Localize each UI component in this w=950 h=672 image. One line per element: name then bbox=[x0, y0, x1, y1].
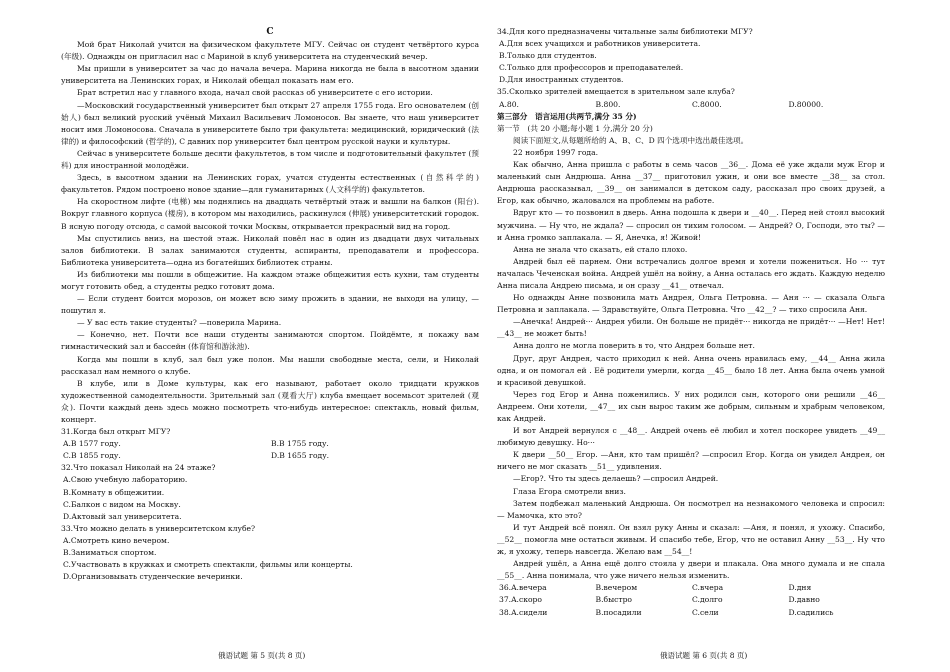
question-35: 35.Сколько зрителей вмещается в зрительном зале клуба? bbox=[497, 87, 735, 97]
option-31b: B.В 1755 году. bbox=[271, 439, 329, 449]
paragraph: Мой брат Николай учится на физическом факультете МГУ. Сейчас он студент четвёртого курса (年级). Однажды он пригласил нас с Мариной в клуб университета на студенческий вечер. bbox=[61, 40, 479, 62]
paragraph: —Московский государственный университет был открыт 27 апреля 1755 года. Его основателем (创始人) был великий русский учёный Михаил Васильевич Ломоносов. Вы знаете, что наш университет носит имя Ломоносова. Сначала в университете было три факультета: медицинский, юридический (法律的) и философский (哲学的), С давних пор университет был центром русской науки и культуры. bbox=[61, 100, 479, 146]
option-35a: A.80. bbox=[499, 99, 519, 109]
passage-paragraph: Анна не знала что сказать, ей стало плохо. bbox=[513, 244, 688, 254]
paragraph: Мы пришли в университет за час до начала вечера. Марина никогда не была в высотном здании университета на Ленинских горах, и Николай обещал показать нам его. bbox=[61, 64, 479, 86]
right-column bbox=[497, 26, 885, 619]
paragraph: — Конечно, нет. Почти все наши студенты занимаются спортом. Пойдёмте, я покажу вам гимнастический зал и бассейн (体育馆和游泳池). bbox=[61, 330, 479, 352]
section-subtitle: 第一节 (共 20 小题;每小题 1 分,满分 20 分) bbox=[497, 123, 653, 133]
option-37a: 37.A.скоро bbox=[499, 595, 542, 605]
option-36a: 36.A.вечера bbox=[499, 583, 547, 593]
section-heading: C bbox=[266, 27, 274, 37]
options-37 bbox=[497, 594, 885, 606]
paragraph: Сейчас в университете больше десяти факультетов, в том числе и подготовительный факультет (预科) для иностранной молодёжи. bbox=[61, 148, 479, 171]
passage-paragraph: Как обычно, Анна пришла с работы в семь часов __36__. Дома её уже ждали муж Егор и маленький сын Андрюша. Анна __37__ приготовил ужин, и они все вместе __38__ за стол. Андрюша рассказывал, __39__ он занимался в детском саду, рассказал про своих друзей, а Егор, как обычно, жаловался на проблемы на работе. bbox=[497, 160, 885, 206]
passage-paragraph: И вот Андрей вернулся с __48__. Андрей очень её любил и хотел поскорее увидеть __49__ любимую девушку. Но··· bbox=[497, 426, 885, 448]
paragraph: Здесь, в высотном здании на Ленинских горах, учатся студенты естественных (自然科学的) факультетов. Рядом построено новое здание—для гуманитарных (人文科学的) факультетов. bbox=[61, 173, 479, 195]
option-36c: C.вчера bbox=[692, 583, 724, 593]
option-33c: C.Участвовать в кружках и смотреть спектакли, фильмы или концерты. bbox=[63, 560, 353, 570]
page-footer-left: 俄语试题 第 5 页(共 8 页) bbox=[218, 651, 306, 660]
passage-paragraph: Андрей был её парнем. Они встречались долгое время и хотели пожениться. Но ··· тут началась Чеченская война. Андрей ушёл на войну, а Анна осталась его ждать. Каждую неделю Анна писала Андрею письма, и он сразу __41__ отвечал. bbox=[497, 256, 885, 290]
passage-paragraph: —Егор?. Что ты здесь делаешь? —спросил Андрей. bbox=[513, 474, 719, 484]
options-38 bbox=[497, 607, 885, 619]
option-37b: B.быстро bbox=[595, 595, 632, 605]
option-33b: B.Заниматься спортом. bbox=[63, 548, 157, 558]
passage-paragraph: Но однажды Анне позвонила мать Андрея, Ольга Петровна. — Аня ··· — сказала Ольга Петровна и заплакала. — Здравствуйте, Ольга Петровна. Что __42__? — тихо спросила Аня. bbox=[497, 293, 885, 315]
option-33d: D.Организовывать студенческие вечеринки. bbox=[63, 572, 243, 582]
passage-paragraph: Друг, друг Андрея, часто приходил к ней. Анна очень нравилась ему, __44__ Анна жила одна, и он помогал ей . Её родители умерли, когда __45__ было 18 лет. Анна была очень умной и красивой девушкой. bbox=[497, 353, 885, 387]
option-34a: A.Для всех учащихся и работников университета. bbox=[499, 39, 701, 49]
passage-paragraph: Глаза Егора смотрели вниз. bbox=[513, 486, 626, 496]
options-35 bbox=[497, 99, 885, 111]
paragraph: Брат встретил нас у главного входа, начал свой рассказ об университете с его истории. bbox=[77, 88, 433, 98]
section-title: 第三部分 语言运用(共两节,满分 35 分) bbox=[497, 111, 637, 121]
option-32b: B.Комнату в общежитии. bbox=[63, 487, 165, 497]
option-31d: D.В 1655 году. bbox=[271, 451, 330, 461]
passage-paragraph: Затем подбежал маленький Андрюша. Он посмотрел на незнакомого человека и спросил: — Мамочка, кто это? bbox=[497, 498, 885, 520]
option-38c: C.сели bbox=[692, 607, 719, 617]
question-32: 32.Что показал Николай на 24 этаже? bbox=[61, 463, 216, 473]
option-34d: D.Для иностранных студентов. bbox=[499, 75, 624, 85]
option-35b: B.800. bbox=[595, 99, 621, 109]
options-31-row2 bbox=[61, 450, 479, 462]
option-36b: B.вечером bbox=[595, 583, 638, 593]
passage-paragraph: К двери __50__ Егор. —Аня, кто там пришёл? —спросил Егор. Когда он увидел Андрея, он ничего не мог сказать __51__ удивления. bbox=[497, 450, 885, 472]
option-32d: D.Актовый зал университета. bbox=[63, 511, 182, 521]
option-32a: A.Свою учебную лабораторию. bbox=[63, 475, 188, 485]
option-31c: C.В 1855 году. bbox=[63, 451, 121, 461]
option-36d: D.дня bbox=[788, 583, 812, 593]
passage-paragraph: —Анечка! Андрей··· Андрея убили. Он больше не придёт··· никогда не придёт··· —Нет! Нет! __43__ не может быть! bbox=[497, 317, 885, 339]
paragraph: — Если студент боится морозов, он может всю зиму прожить в здании, не выходя на улицу, —пошутил я. bbox=[61, 294, 479, 316]
paragraph: Когда мы пошли в клуб, зал был уже полон. Мы нашли свободные места, сели, и Николай рассказал нам немного о клубе. bbox=[61, 354, 479, 376]
option-35d: D.80000. bbox=[788, 99, 824, 109]
option-38d: D.садились bbox=[788, 607, 834, 617]
option-33a: A.Смотреть кино вечером. bbox=[63, 535, 170, 545]
passage-paragraph: Андрей ушёл, а Анна ещё долго стояла у двери и плакала. Она много думала и не спала __55__. Анна понимала, что уже ничего нельзя изменить. bbox=[497, 559, 885, 581]
paragraph: На скоростном лифте (电梯) мы поднялись на двадцать четвёртый этаж и вышли на балкон (阳台). Вокруг главного корпуса (楼房), в котором мы находились, раскинулся (伸展) университетский городок. В ясную погоду отсюда, с самой высокой точки Москвы, открывается прекрасный вид на город. bbox=[61, 197, 479, 231]
passage-paragraph: Вдруг кто — то позвонил в дверь. Анна подошла к двери и __40__. Перед ней стоял высокий мужчина. — Ну что, не ждала? — спросил он тихим голосом. — Андрей? О, Господи, это ты? — и Анна громко заплакала. — Я, Анечка, я! Живой! bbox=[497, 208, 885, 242]
options-31-row1 bbox=[61, 438, 479, 450]
paragraph: Из библиотеки мы пошли в общежитие. На каждом этаже общежития есть кухни, там студенты могут готовить обед, а студенты редко готовят дома. bbox=[61, 269, 479, 291]
instruction: 阅读下面短文,从每题所给的 A、B、C、D 四个选项中选出最佳选项。 bbox=[513, 135, 749, 145]
option-37c: C.долго bbox=[692, 595, 723, 605]
option-34c: C.Только для профессоров и преподавателей. bbox=[499, 63, 684, 73]
passage-paragraph: Через год Егор и Анна поженились. У них родился сын, которого они решили __46__ Андреем. Они хотели, __47__ их сын вырос таким же добрым, сильным и храбрым человеком, как Андрей. bbox=[497, 389, 885, 423]
paragraph: Мы спустились вниз, на шестой этаж. Николай повёл нас в один из двадцати двух читальных залов библиотеки. В залах занимаются студенты, аспиранты, преподаватели и профессора. Библиотека университета—одна из богатейших библиотек страны. bbox=[61, 233, 479, 267]
option-37d: D.давно bbox=[788, 595, 820, 605]
question-34: 34.Для кого предназначены читальные залы библиотеки МГУ? bbox=[497, 27, 753, 36]
option-35c: C.8000. bbox=[692, 99, 722, 109]
passage-date: 22 ноября 1997 года. bbox=[513, 147, 599, 157]
page-footer-right: 俄语试题 第 6 页(共 8 页) bbox=[660, 651, 748, 660]
option-38b: B.посадили bbox=[595, 607, 642, 617]
left-column bbox=[61, 26, 479, 583]
paragraph: В клубе, или в Доме культуры, как его называют, работает около тридцати кружков художественной самодеятельности. Зрительный зал (观看大厅) клуба вмещает восемьсот зрителей (观众). Почти каждый день здесь можно посмотреть что-нибудь интересное: спектакль, новый фильм, концерт. bbox=[61, 378, 479, 424]
options-36 bbox=[497, 582, 885, 594]
question-31: 31.Когда был открыт МГУ? bbox=[61, 427, 171, 437]
passage-paragraph: Анна долго не могла поверить в то, что Андрея больше нет. bbox=[513, 341, 755, 351]
option-38a: 38.A.сидели bbox=[499, 607, 548, 617]
passage-paragraph: И тут Андрей всё понял. Он взял руку Анны и сказал: —Аня, я понял, я ухожу. Спасибо, __52__ помогла мне остаться живым. И спасибо тебе, Егор, что не оставил Анну __53__. Ну что ж, я ухожу, теперь навсегда. Желаю вам __54__! bbox=[497, 522, 885, 557]
option-34b: B.Только для студентов. bbox=[499, 51, 597, 61]
question-33: 33.Что можно делать в университетском клубе? bbox=[61, 523, 256, 533]
option-32c: C.Балкон с видом на Москву. bbox=[63, 499, 181, 509]
paragraph: — У вас есть такие студенты? —поверила Марина. bbox=[77, 318, 282, 328]
option-31a: A.В 1577 году. bbox=[63, 439, 121, 449]
